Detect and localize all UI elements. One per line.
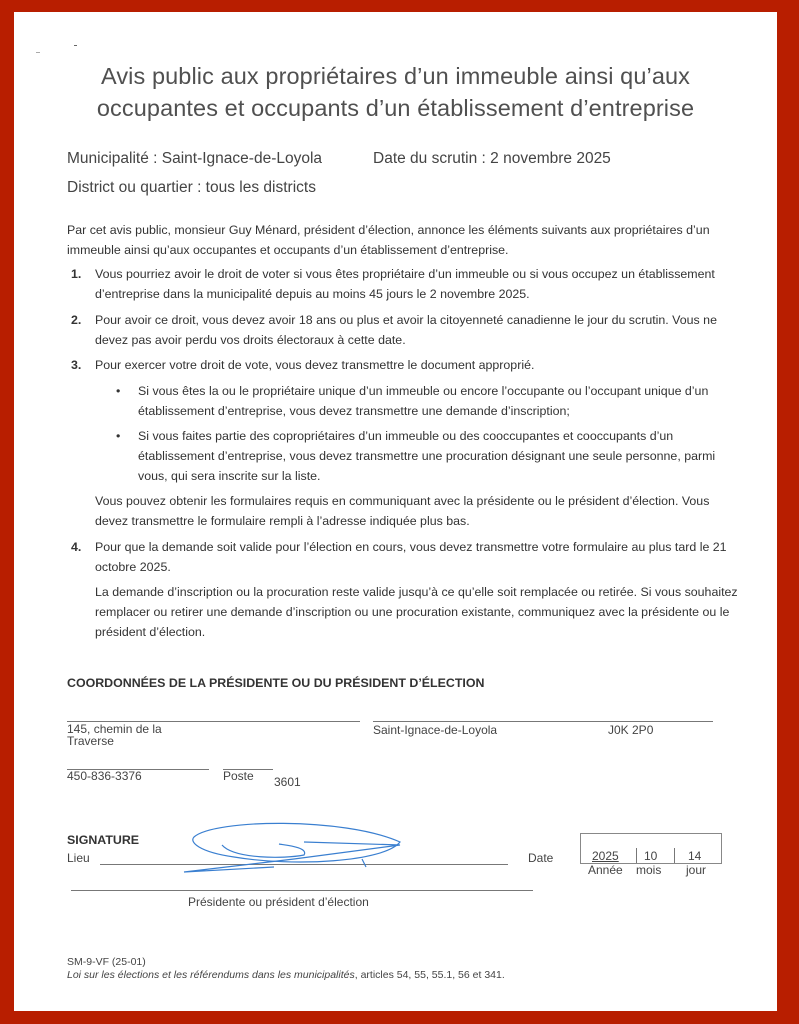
title-line-2: occupantes et occupants d’un établissement d’entreprise (96, 95, 695, 121)
contact-heading: COORDONNÉES DE LA PRÉSIDENTE OU DU PRÉSIDENT D’ÉLECTION (67, 676, 485, 690)
item-number: 4. (71, 540, 82, 554)
bullet-text: Si vous êtes la ou le propriétaire unique d’un immeuble ou encore l’occupante ou l’occupant unique d’un établissement d’entreprise, vous devez transmettre une demande d’inscription; (138, 384, 709, 418)
date-separator (674, 848, 675, 864)
item-number: 3. (71, 358, 82, 372)
month-label: mois (636, 863, 662, 877)
district: District ou quartier : tous les districts (67, 179, 316, 196)
date-year: 2025 (592, 849, 619, 863)
signature-scribble-icon (174, 817, 414, 877)
scan-speck (36, 52, 40, 53)
bullet-icon: • (116, 429, 121, 443)
extension-field: 3601 (274, 775, 301, 789)
signer-title: Présidente ou président d’élection (188, 895, 369, 909)
item-text: Pour exercer votre droit de vote, vous devez transmettre le document approprié. (95, 358, 535, 372)
item-text: Pour avoir ce droit, vous devez avoir 18 ans ou plus et avoir la citoyenneté canadienne le jour du scrutin. Vous ne devez pas avoir perdu vos droits électoraux à cette date. (95, 313, 717, 347)
notice-page (14, 12, 777, 1011)
date-label: Date (528, 851, 554, 865)
postal-code-field: J0K 2P0 (608, 723, 654, 737)
day-label: jour (686, 863, 707, 877)
place-label: Lieu (67, 851, 90, 865)
form-code: SM-9-VF (25-01) (67, 956, 146, 968)
validity-note: La demande d’inscription ou la procuration reste valide jusqu’à ce qu’elle soit remplacée ou retirée. Si vous souhaitez remplacer ou retirer une demande d’inscription ou une procuration existante, communiquez avec la présidente ou le président d’élection. (95, 585, 738, 639)
year-label: Année (588, 863, 623, 877)
signature-line (71, 890, 533, 891)
item-number: 2. (71, 313, 82, 327)
law-title: Loi sur les élections et les référendums dans les municipalités (67, 969, 355, 981)
date-day: 14 (688, 849, 702, 863)
bullet-text: Si vous faites partie des copropriétaires d’un immeuble ou des cooccupantes et cooccupants d’un établissement d’entreprise, vous devez transmettre une procuration désignant une seule personne, parmi vous, qui sera inscrite sur la liste. (138, 429, 716, 483)
law-articles: , articles 54, 55, 55.1, 56 et 341. (354, 969, 505, 981)
date-separator (636, 848, 637, 864)
address-line-1: 145, chemin de la (67, 722, 162, 736)
signature-heading: SIGNATURE (67, 833, 140, 847)
scan-speck (74, 45, 77, 46)
item-text: Pour que la demande soit valide pour l’élection en cours, vous devez transmettre votre formulaire au plus tard le 21 octobre 2025. (95, 540, 727, 574)
municipality: Municipalité : Saint-Ignace-de-Loyola (67, 150, 323, 167)
intro-paragraph: Par cet avis public, monsieur Guy Ménard, président d’élection, annonce les éléments suivants aux propriétaires d’un immeuble ainsi qu’aux occupantes et occupants d’un établissement d’entreprise. (67, 223, 710, 257)
city-line (373, 721, 713, 722)
extension-label: Poste (223, 769, 254, 783)
title-line-1: Avis public aux propriétaires d’un immeuble ainsi qu’aux (100, 63, 691, 89)
address-field (67, 723, 162, 747)
notice-title (14, 60, 777, 124)
law-reference (67, 969, 505, 981)
date-month: 10 (644, 849, 658, 863)
item-number: 1. (71, 267, 82, 281)
city-field: Saint-Ignace-de-Loyola (373, 723, 498, 737)
election-date: Date du scrutin : 2 novembre 2025 (373, 150, 611, 167)
item-text: Vous pourriez avoir le droit de voter si vous êtes propriétaire d’un immeuble ou si vous occupez un établissement d’entreprise dans la municipalité depuis au moins 45 jours le 2 novembre 2025. (95, 267, 715, 301)
bullet-icon: • (116, 384, 121, 398)
phone-field: 450-836-3376 (67, 769, 142, 783)
forms-note: Vous pouvez obtenir les formulaires requis en communiquant avec la présidente ou le président d’élection. Vous devez transmettre le formulaire rempli à l’adresse indiquée plus bas. (95, 494, 710, 528)
address-line-2: Traverse (67, 734, 114, 748)
